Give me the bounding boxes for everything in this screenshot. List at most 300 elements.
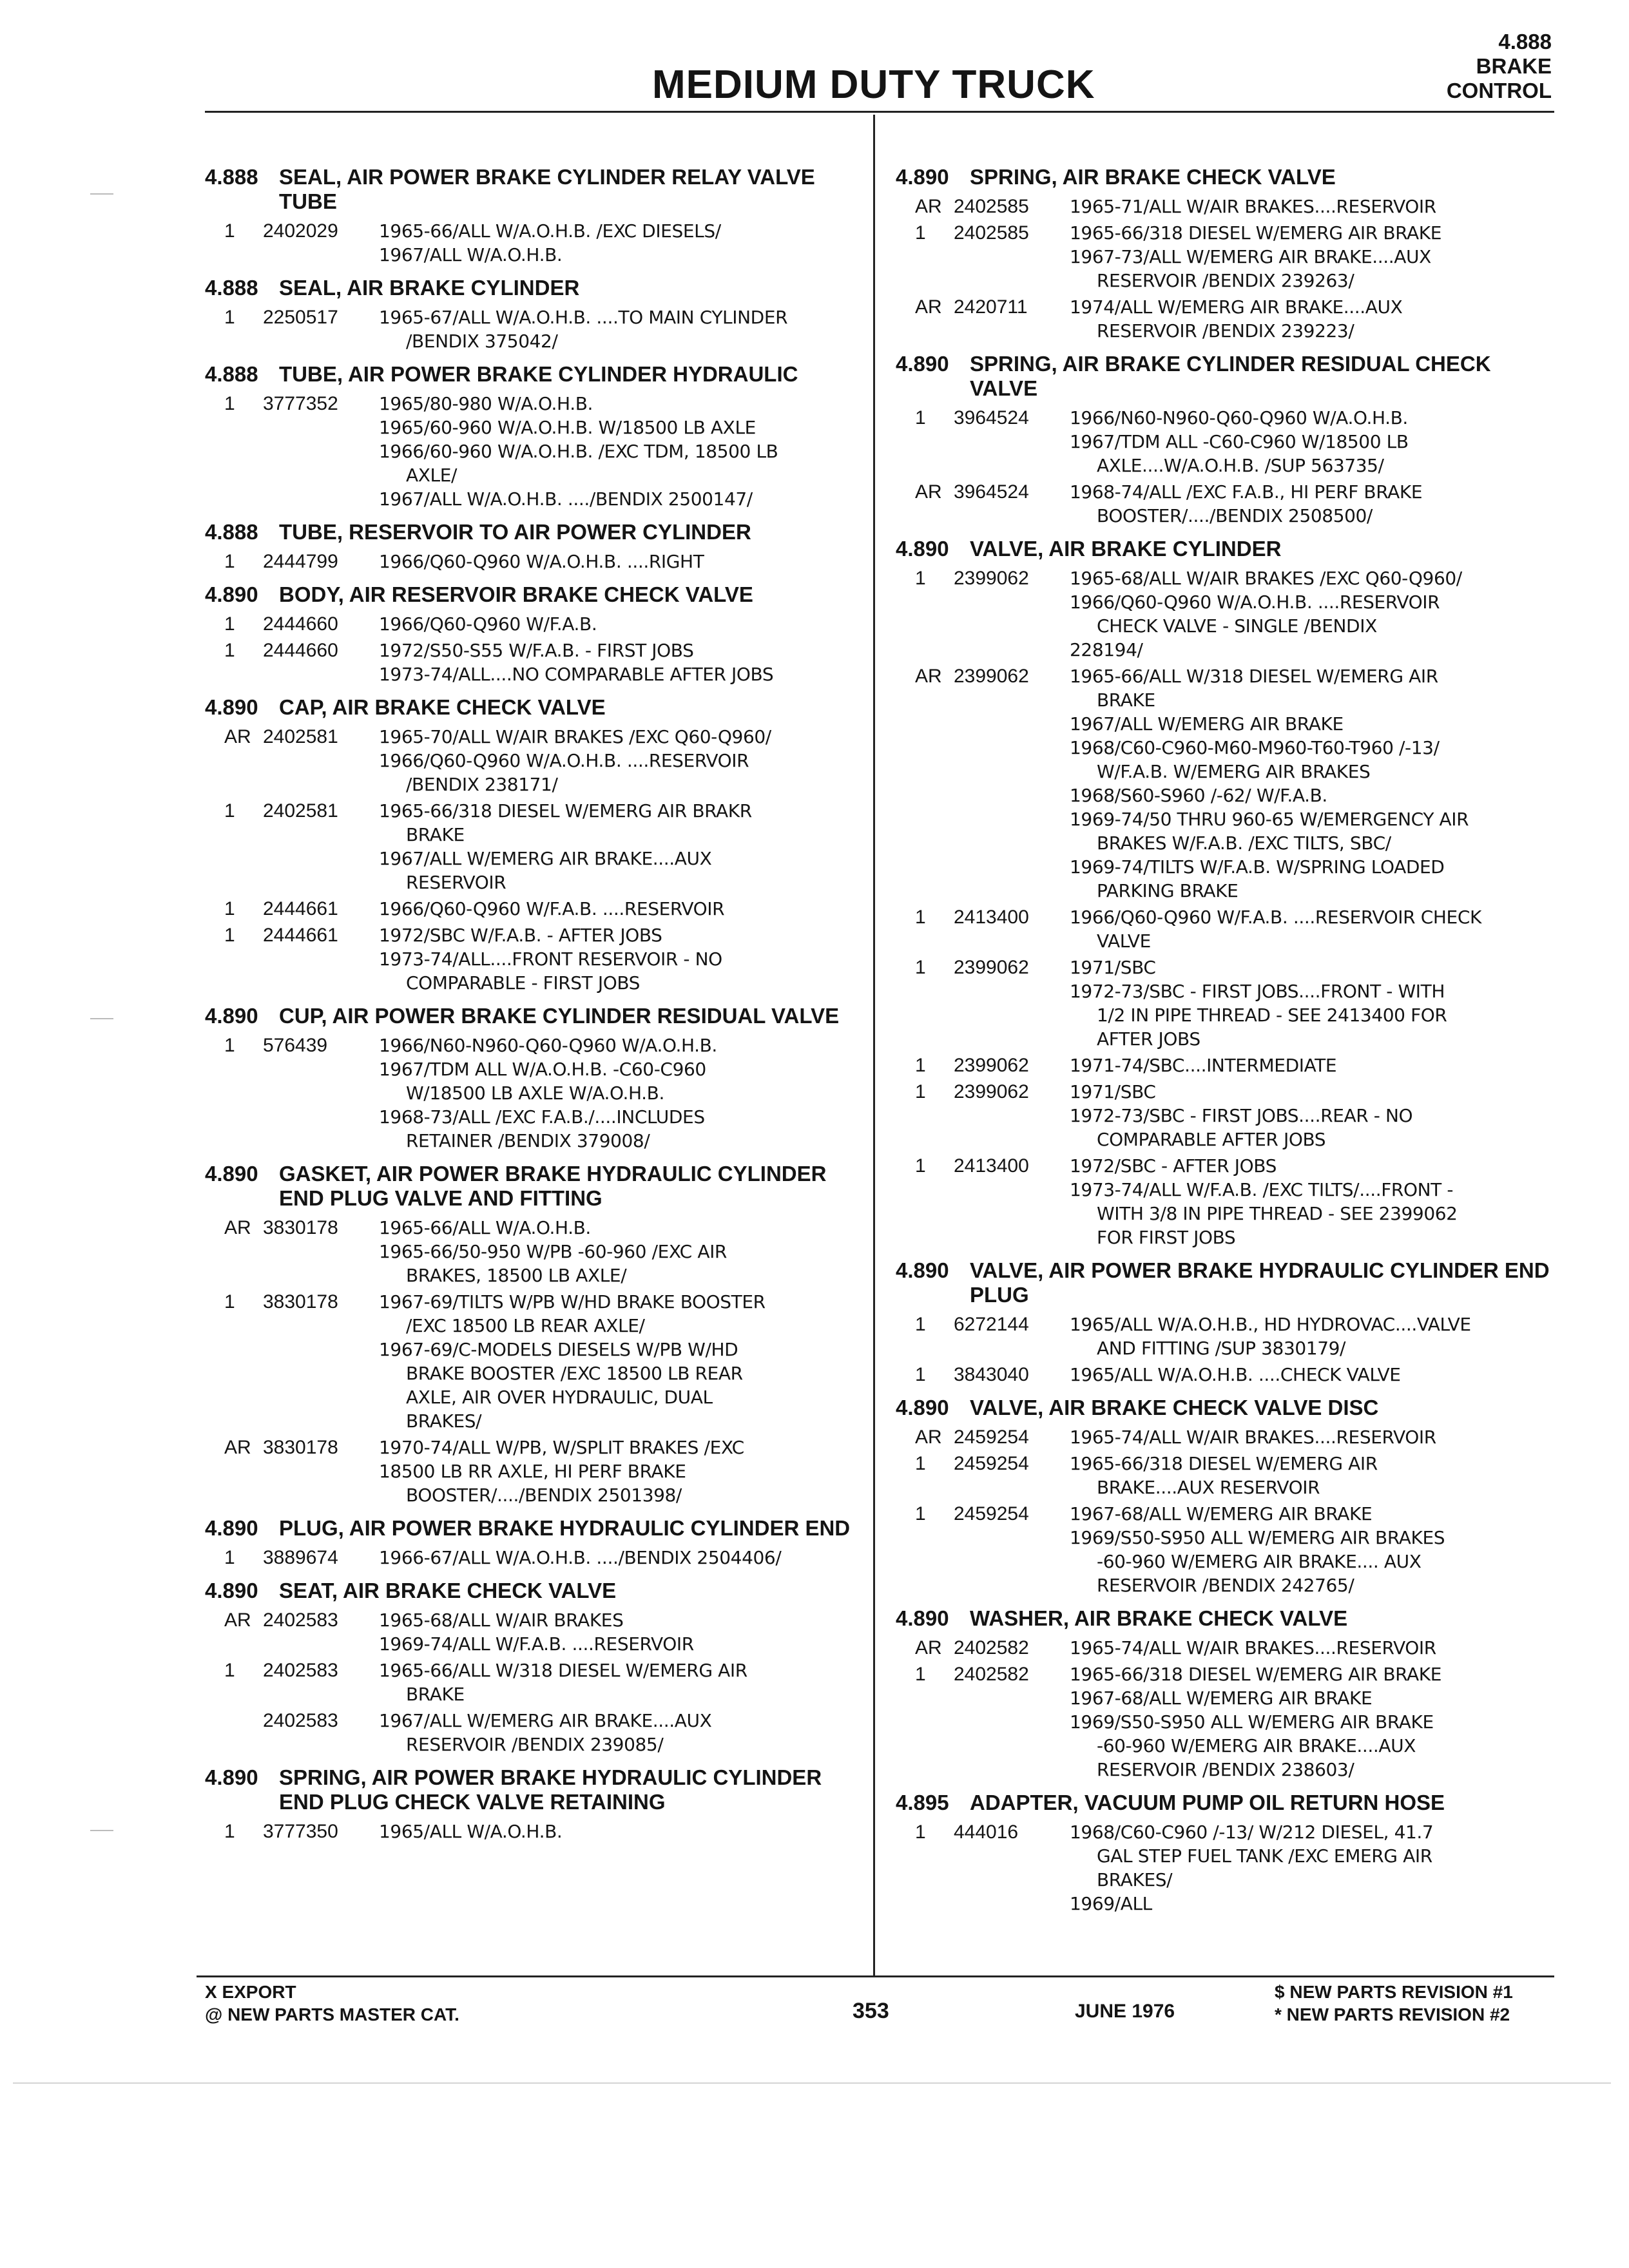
header-rule	[205, 111, 1554, 113]
section-code-number: 4.888	[1498, 30, 1552, 53]
part-entry	[896, 905, 1559, 953]
part-number: 2402585	[954, 222, 1029, 244]
section-number: 4.890	[896, 1396, 949, 1419]
section-number: 4.890	[896, 352, 949, 376]
footer-legend-right	[1275, 1981, 1513, 2026]
part-description	[379, 1608, 862, 1656]
section-number: 4.890	[896, 1258, 949, 1282]
description-line: 1969/S50-S950 ALL W/EMERG AIR BRAKES	[1070, 1527, 1445, 1548]
part-entry	[896, 1636, 1559, 1660]
part-entry	[205, 1216, 862, 1287]
part-number: 2413400	[954, 1155, 1029, 1177]
description-line: 1966/N60-N960-Q60-Q960 W/A.O.H.B.	[379, 1035, 717, 1056]
part-description	[1070, 1312, 1559, 1360]
description-line: 228194/	[1070, 639, 1143, 660]
part-number: 3964524	[954, 481, 1029, 503]
part-quantity	[205, 1709, 263, 1756]
description-line: RESERVOIR	[406, 872, 506, 893]
description-line: 1968/C60-C960 /-13/ W/212 DIESEL, 41.7	[1070, 1821, 1434, 1843]
part-number: 2402581	[263, 800, 338, 822]
part-quantity: AR	[915, 1427, 942, 1448]
part-number: 576439	[263, 1035, 328, 1056]
section-title: PLUG, AIR POWER BRAKE HYDRAULIC CYLINDER END	[279, 1516, 851, 1540]
part-quantity: 1	[915, 1081, 926, 1102]
part-quantity: 1	[915, 1314, 926, 1335]
part-entry	[896, 1662, 1559, 1782]
section-heading	[205, 520, 862, 544]
parts-section	[896, 1606, 1559, 1782]
section-heading	[205, 582, 862, 607]
part-description	[1070, 1502, 1559, 1597]
description-line: 1972-73/SBC - FIRST JOBS....REAR - NO	[1070, 1105, 1413, 1126]
part-number: 3777350	[263, 1821, 338, 1842]
part-description	[379, 725, 862, 796]
description-line: 1973-74/ALL....NO COMPARABLE AFTER JOBS	[379, 664, 774, 685]
description-line: BRAKE	[1097, 689, 1155, 711]
section-number: 4.888	[205, 520, 258, 544]
part-number: 2402029	[263, 220, 338, 242]
section-number: 4.890	[205, 1162, 258, 1186]
description-line: 1968/S60-S960 /-62/ W/F.A.B.	[1070, 785, 1327, 806]
scan-mark	[90, 1830, 113, 1831]
description-line: 1965-74/ALL W/AIR BRAKES....RESERVOIR	[1070, 1427, 1436, 1448]
part-number: 2444660	[263, 640, 338, 661]
description-line: 1966/Q60-Q960 W/F.A.B. ....RESERVOIR CHECK	[1070, 907, 1481, 928]
description-line: RESERVOIR /BENDIX 239263/	[1097, 270, 1354, 291]
section-title: CAP, AIR BRAKE CHECK VALVE	[279, 695, 606, 719]
description-line: /EXC 18500 LB REAR AXLE/	[406, 1315, 645, 1336]
part-number: 3889674	[263, 1547, 338, 1568]
description-line: 1971/SBC	[1070, 1081, 1156, 1102]
part-description	[379, 923, 862, 995]
part-number: 2402583	[263, 1610, 338, 1631]
description-line: 1968/C60-C960-M60-M960-T60-T960 /-13/	[1070, 737, 1440, 758]
description-line: RESERVOIR /BENDIX 239223/	[1097, 320, 1354, 341]
description-line: 1968-74/ALL /EXC F.A.B., HI PERF BRAKE	[1070, 481, 1423, 503]
part-quantity: 1	[224, 1547, 235, 1568]
description-line: 1965-68/ALL W/AIR BRAKES	[379, 1610, 624, 1631]
part-entry	[896, 664, 1559, 903]
description-line: 1966/Q60-Q960 W/F.A.B. ....RESERVOIR	[379, 898, 725, 919]
description-line: 1967/ALL W/EMERG AIR BRAKE....AUX	[379, 1710, 712, 1731]
description-line: 1972/S50-S55 W/F.A.B. - FIRST JOBS	[379, 640, 694, 661]
part-entry	[896, 1053, 1559, 1077]
part-description	[1070, 1820, 1559, 1916]
part-entry	[896, 1820, 1559, 1916]
section-number: 4.895	[896, 1791, 949, 1814]
section-number: 4.888	[205, 276, 258, 300]
part-quantity: AR	[915, 196, 942, 217]
description-line: 1967-68/ALL W/EMERG AIR BRAKE	[1070, 1687, 1373, 1709]
description-line: 1969/S50-S950 ALL W/EMERG AIR BRAKE	[1070, 1711, 1434, 1733]
section-heading	[896, 1606, 1559, 1631]
description-line: BRAKES/	[406, 1410, 482, 1432]
section-heading	[205, 1004, 862, 1028]
part-entry	[896, 1502, 1559, 1597]
part-quantity: 1	[224, 220, 235, 242]
section-title: GASKET, AIR POWER BRAKE HYDRAULIC CYLINDER END PLUG VALVE AND FITTING	[279, 1162, 827, 1210]
part-entry	[205, 1709, 862, 1756]
part-quantity: AR	[915, 1637, 942, 1658]
footer-legend-revision-2: * NEW PARTS REVISION #2	[1275, 2004, 1510, 2024]
part-quantity: AR	[224, 1437, 251, 1458]
parts-section	[205, 1579, 862, 1756]
part-number: 3964524	[954, 407, 1029, 428]
description-line: /BENDIX 238171/	[406, 774, 558, 795]
parts-section	[896, 1258, 1559, 1387]
footer-legend-left	[205, 1981, 459, 2026]
page-number: 353	[853, 1999, 889, 2023]
part-description	[1070, 1053, 1559, 1077]
description-line: BRAKES W/F.A.B. /EXC TILTS, SBC/	[1097, 832, 1391, 854]
part-description	[379, 550, 862, 573]
part-quantity: AR	[915, 481, 942, 503]
part-entry	[896, 480, 1559, 528]
description-line: 1965-67/ALL W/A.O.H.B. ....TO MAIN CYLINDER	[379, 307, 788, 328]
section-heading	[896, 1258, 1559, 1307]
part-quantity: 1	[224, 551, 235, 572]
section-heading	[205, 165, 862, 214]
part-quantity: 1	[915, 957, 926, 978]
description-line: 1966/Q60-Q960 W/A.O.H.B. ....RESERVOIR	[379, 750, 749, 771]
part-number: 2459254	[954, 1453, 1029, 1474]
section-title: CUP, AIR POWER BRAKE CYLINDER RESIDUAL VALVE	[279, 1004, 840, 1028]
part-number: 2250517	[263, 307, 338, 328]
description-line: 1965/80-980 W/A.O.H.B.	[379, 393, 593, 414]
part-number: 2444660	[263, 613, 338, 635]
section-heading	[896, 165, 1559, 189]
part-number: 2399062	[954, 568, 1029, 589]
part-quantity: AR	[915, 296, 942, 318]
part-entry	[896, 566, 1559, 662]
section-heading	[896, 1791, 1559, 1815]
parts-section	[205, 1004, 862, 1153]
section-number: 4.890	[896, 537, 949, 561]
section-title: SEAT, AIR BRAKE CHECK VALVE	[279, 1579, 617, 1602]
description-line: 1969-74/ALL W/F.A.B. ....RESERVOIR	[379, 1633, 694, 1655]
description-line: W/F.A.B. W/EMERG AIR BRAKES	[1097, 761, 1371, 782]
section-number: 4.890	[205, 1516, 258, 1540]
part-entry	[896, 406, 1559, 477]
description-line: 1972/SBC W/F.A.B. - AFTER JOBS	[379, 925, 662, 946]
footer-legend-export: X EXPORT	[205, 1982, 296, 2002]
part-description	[379, 1216, 862, 1287]
part-number: 2459254	[954, 1503, 1029, 1524]
section-title: SPRING, AIR BRAKE CYLINDER RESIDUAL CHECK VALVE	[970, 352, 1491, 400]
description-line: /BENDIX 375042/	[406, 331, 558, 352]
description-line: 1965-66/318 DIESEL W/EMERG AIR BRAKR	[379, 800, 752, 822]
section-number: 4.890	[205, 1004, 258, 1028]
description-line: BRAKES/	[1097, 1869, 1173, 1890]
description-line: WITH 3/8 IN PIPE THREAD - SEE 2399062	[1097, 1203, 1458, 1224]
part-description	[1070, 406, 1559, 477]
description-line: 1973-74/ALL W/F.A.B. /EXC TILTS/....FRONT -	[1070, 1179, 1454, 1200]
part-entry	[896, 956, 1559, 1051]
parts-section	[896, 352, 1559, 528]
parts-section	[205, 1765, 862, 1843]
part-description	[1070, 905, 1559, 953]
part-entry	[205, 550, 862, 573]
part-quantity: 1	[915, 1055, 926, 1076]
part-quantity: 1	[224, 640, 235, 661]
description-line: -60-960 W/EMERG AIR BRAKE....AUX	[1097, 1735, 1416, 1756]
part-description	[1070, 480, 1559, 528]
part-description	[379, 219, 862, 267]
description-line: 1965-66/ALL W/318 DIESEL W/EMERG AIR	[1070, 666, 1438, 687]
description-line: 1965-66/318 DIESEL W/EMERG AIR BRAKE	[1070, 222, 1442, 244]
description-line: 1966/Q60-Q960 W/F.A.B.	[379, 613, 597, 635]
part-number: 3830178	[263, 1217, 338, 1238]
description-line: 1967-73/ALL W/EMERG AIR BRAKE....AUX	[1070, 246, 1431, 267]
description-line: VALVE	[1097, 930, 1151, 952]
scan-mark	[13, 2082, 1611, 2084]
part-description	[379, 639, 862, 686]
part-entry	[896, 1452, 1559, 1499]
description-line: 1965/ALL W/A.O.H.B. ....CHECK VALVE	[1070, 1364, 1401, 1385]
part-quantity: 1	[915, 1821, 926, 1843]
scan-mark	[90, 193, 113, 195]
part-description	[1070, 664, 1559, 903]
description-line: 1965-68/ALL W/AIR BRAKES /EXC Q60-Q960/	[1070, 568, 1462, 589]
description-line: 1966-67/ALL W/A.O.H.B. ..../BENDIX 2504406/	[379, 1547, 782, 1568]
part-description	[1070, 1154, 1559, 1249]
description-line: PARKING BRAKE	[1097, 880, 1239, 901]
description-line: 1966/N60-N960-Q60-Q960 W/A.O.H.B.	[1070, 407, 1408, 428]
part-quantity: 1	[224, 393, 235, 414]
part-description	[1070, 1080, 1559, 1151]
footer-rule	[197, 1975, 1554, 1977]
part-number: 2402583	[263, 1660, 338, 1681]
parts-section	[205, 276, 862, 353]
part-description	[1070, 195, 1559, 218]
description-line: 1973-74/ALL....FRONT RESERVOIR - NO	[379, 948, 722, 970]
section-heading	[205, 276, 862, 300]
part-number: 2444661	[263, 898, 338, 919]
part-quantity: 1	[915, 1664, 926, 1685]
part-description	[1070, 956, 1559, 1051]
section-title: VALVE, AIR BRAKE CHECK VALVE DISC	[970, 1396, 1379, 1419]
part-entry	[205, 305, 862, 353]
description-line: 1966/Q60-Q960 W/A.O.H.B. ....RIGHT	[379, 551, 704, 572]
part-description	[1070, 1662, 1559, 1782]
part-quantity: 1	[224, 1035, 235, 1056]
part-description	[1070, 1363, 1559, 1387]
section-title: ADAPTER, VACUUM PUMP OIL RETURN HOSE	[970, 1791, 1445, 1814]
section-number: 4.890	[205, 1765, 258, 1789]
section-number: 4.888	[205, 165, 258, 189]
parts-section	[205, 1516, 862, 1570]
part-description	[379, 799, 862, 894]
part-number: 3830178	[263, 1437, 338, 1458]
description-line: COMPARABLE - FIRST JOBS	[406, 972, 641, 994]
part-description	[379, 305, 862, 353]
section-heading	[205, 1162, 862, 1211]
section-number: 4.890	[205, 695, 258, 719]
section-number: 4.890	[205, 1579, 258, 1602]
part-quantity: 1	[915, 1364, 926, 1385]
description-line: AXLE....W/A.O.H.B. /SUP 563735/	[1097, 455, 1384, 476]
section-title: WASHER, AIR BRAKE CHECK VALVE	[970, 1606, 1348, 1630]
description-line: 1967-69/C-MODELS DIESELS W/PB W/HD	[379, 1339, 738, 1360]
description-line: W/18500 LB AXLE W/A.O.H.B.	[406, 1082, 664, 1104]
description-line: 1965/60-960 W/A.O.H.B. W/18500 LB AXLE	[379, 417, 756, 438]
part-description	[1070, 295, 1559, 343]
part-description	[1070, 566, 1559, 662]
description-line: 1967-69/TILTS W/PB W/HD BRAKE BOOSTER	[379, 1291, 766, 1312]
part-number: 2402585	[954, 196, 1029, 217]
part-number: 2459254	[954, 1427, 1029, 1448]
section-title: VALVE, AIR BRAKE CYLINDER	[970, 537, 1282, 561]
section-number: 4.890	[896, 165, 949, 189]
description-line: BOOSTER/..../BENDIX 2501398/	[406, 1485, 682, 1506]
description-line: AFTER JOBS	[1097, 1028, 1200, 1050]
part-entry	[896, 1425, 1559, 1449]
section-title: SEAL, AIR POWER BRAKE CYLINDER RELAY VALVE TUBE	[279, 165, 815, 213]
part-quantity: 1	[915, 907, 926, 928]
description-line: 18500 LB RR AXLE, HI PERF BRAKE	[379, 1461, 686, 1482]
part-entry	[205, 799, 862, 894]
part-quantity: 1	[915, 1503, 926, 1524]
part-entry	[205, 1820, 862, 1843]
description-line: 1965-66/ALL W/318 DIESEL W/EMERG AIR	[379, 1660, 747, 1681]
part-number: 6272144	[954, 1314, 1029, 1335]
part-number: 3830178	[263, 1291, 338, 1312]
part-quantity: 1	[915, 1453, 926, 1474]
revision-date: JUNE 1976	[1075, 2001, 1175, 2022]
description-line: CHECK VALVE - SINGLE /BENDIX	[1097, 615, 1377, 637]
description-line: RESERVOIR /BENDIX 242765/	[1097, 1575, 1354, 1596]
description-line: 1967/ALL W/EMERG AIR BRAKE	[1070, 713, 1344, 735]
description-line: RETAINER /BENDIX 379008/	[406, 1130, 650, 1151]
description-line: 1969/ALL	[1070, 1893, 1152, 1914]
part-description	[379, 1290, 862, 1433]
description-line: BRAKE	[406, 1684, 465, 1705]
part-quantity: 1	[915, 407, 926, 428]
section-title: SEAL, AIR BRAKE CYLINDER	[279, 276, 580, 300]
part-entry	[205, 1546, 862, 1570]
part-quantity: 1	[224, 925, 235, 946]
part-description	[1070, 1636, 1559, 1660]
part-quantity: 1	[224, 307, 235, 328]
section-heading	[205, 1516, 862, 1541]
description-line: 1965-66/ALL W/A.O.H.B.	[379, 1217, 591, 1238]
description-line: 1965-66/318 DIESEL W/EMERG AIR BRAKE	[1070, 1664, 1442, 1685]
part-entry	[205, 1290, 862, 1433]
section-number: 4.890	[896, 1606, 949, 1630]
description-line: 1974/ALL W/EMERG AIR BRAKE....AUX	[1070, 296, 1403, 318]
section-title: VALVE, AIR POWER BRAKE HYDRAULIC CYLINDER END PLUG	[970, 1258, 1550, 1307]
footer-legend-revision-1: $ NEW PARTS REVISION #1	[1275, 1982, 1513, 2002]
description-line: -60-960 W/EMERG AIR BRAKE.... AUX	[1097, 1551, 1422, 1572]
part-entry	[205, 897, 862, 921]
part-entry	[205, 923, 862, 995]
description-line: 1971/SBC	[1070, 957, 1156, 978]
part-description	[1070, 1425, 1559, 1449]
description-line: 1965-70/ALL W/AIR BRAKES /EXC Q60-Q960/	[379, 726, 771, 747]
part-quantity: 1	[915, 1155, 926, 1177]
part-number: 2402582	[954, 1664, 1029, 1685]
part-quantity: AR	[224, 1217, 251, 1238]
part-quantity: 1	[224, 800, 235, 822]
part-description	[379, 1658, 862, 1706]
description-line: 1970-74/ALL W/PB, W/SPLIT BRAKES /EXC	[379, 1437, 744, 1458]
section-code	[1358, 30, 1552, 103]
description-line: 1965-66/318 DIESEL W/EMERG AIR	[1070, 1453, 1378, 1474]
part-quantity: 1	[224, 1660, 235, 1681]
description-line: 1969-74/50 THRU 960-65 W/EMERGENCY AIR	[1070, 809, 1469, 830]
parts-section	[205, 165, 862, 267]
part-quantity: AR	[224, 1610, 251, 1631]
part-entry	[205, 392, 862, 511]
part-entry	[205, 1608, 862, 1656]
part-entry	[205, 725, 862, 796]
part-entry	[896, 1080, 1559, 1151]
part-description	[379, 1820, 862, 1843]
part-description	[1070, 221, 1559, 293]
description-line: BRAKE	[406, 824, 465, 845]
parts-section	[205, 695, 862, 995]
description-line: 1969-74/TILTS W/F.A.B. W/SPRING LOADED	[1070, 856, 1445, 878]
part-quantity: 1	[224, 1291, 235, 1312]
page-title: MEDIUM DUTY TRUCK	[652, 62, 1095, 107]
section-heading	[896, 537, 1559, 561]
part-number: 2402582	[954, 1637, 1029, 1658]
part-entry	[205, 1436, 862, 1507]
part-number: 2413400	[954, 907, 1029, 928]
part-quantity: 1	[224, 898, 235, 919]
part-description	[379, 897, 862, 921]
section-heading	[205, 1579, 862, 1603]
part-quantity: AR	[915, 666, 942, 687]
scan-mark	[90, 1018, 113, 1019]
parts-section	[896, 1396, 1559, 1597]
parts-section	[896, 1791, 1559, 1916]
description-line: 1965-66/50-950 W/PB -60-960 /EXC AIR	[379, 1241, 727, 1262]
part-entry	[896, 1154, 1559, 1249]
part-entry	[205, 219, 862, 267]
description-line: 1965/ALL W/A.O.H.B.	[379, 1821, 563, 1842]
description-line: 1972-73/SBC - FIRST JOBS....FRONT - WITH	[1070, 981, 1445, 1002]
description-line: GAL STEP FUEL TANK /EXC EMERG AIR	[1097, 1845, 1432, 1867]
parts-section	[896, 165, 1559, 343]
description-line: FOR FIRST JOBS	[1097, 1227, 1236, 1248]
description-line: 1967/TDM ALL -C60-C960 W/18500 LB	[1070, 431, 1409, 452]
description-line: COMPARABLE AFTER JOBS	[1097, 1129, 1326, 1150]
section-title: TUBE, RESERVOIR TO AIR POWER CYLINDER	[279, 520, 751, 544]
section-heading	[205, 1765, 862, 1814]
parts-section	[205, 582, 862, 686]
part-number: 2402581	[263, 726, 338, 747]
part-number: 2399062	[954, 1055, 1029, 1076]
part-entry	[896, 295, 1559, 343]
part-quantity: AR	[224, 726, 251, 747]
parts-section	[205, 520, 862, 573]
description-line: BRAKE BOOSTER /EXC 18500 LB REAR	[406, 1363, 743, 1384]
part-quantity: 1	[224, 613, 235, 635]
section-heading	[896, 1396, 1559, 1420]
description-line: AXLE/	[406, 465, 458, 486]
section-heading	[896, 352, 1559, 401]
part-quantity: 1	[915, 568, 926, 589]
part-entry	[205, 1658, 862, 1706]
section-title: SPRING, AIR POWER BRAKE HYDRAULIC CYLINDER END PLUG CHECK VALVE RETAINING	[279, 1765, 822, 1814]
part-quantity: 1	[224, 1821, 235, 1842]
part-number: 3777352	[263, 393, 338, 414]
parts-section	[205, 362, 862, 511]
description-line: 1/2 IN PIPE THREAD - SEE 2413400 FOR	[1097, 1004, 1447, 1026]
section-number: 4.888	[205, 362, 258, 386]
description-line: 1967/ALL W/EMERG AIR BRAKE....AUX	[379, 848, 712, 869]
